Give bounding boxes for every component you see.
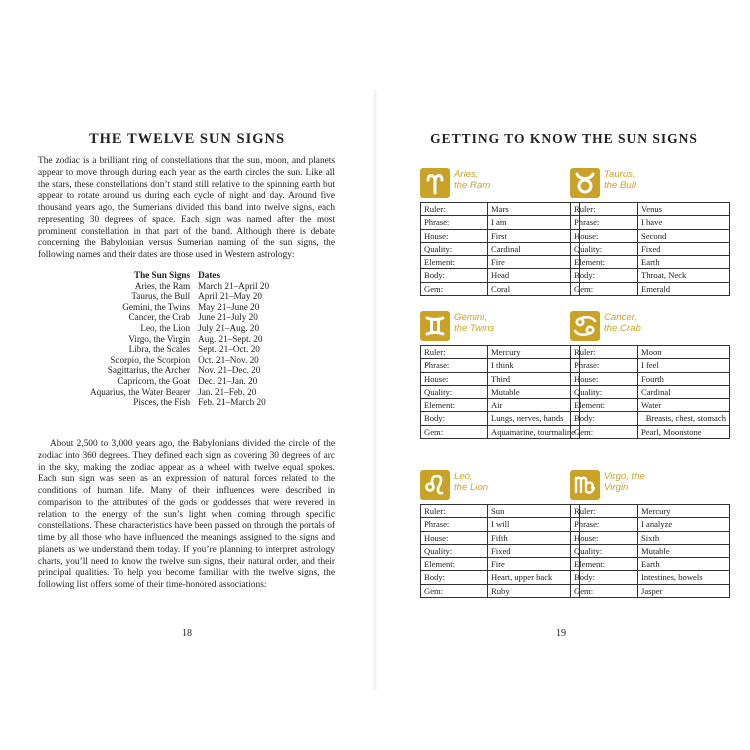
sign-name: Taurus, the Bull <box>131 291 191 302</box>
table-row: Quality: Cardinal <box>421 242 580 255</box>
table-row <box>88 312 271 323</box>
table-row: Body: Intestines, bowels <box>571 571 730 584</box>
table-row: House: Sixth <box>571 531 730 544</box>
sign-name: Gemini, the Twins <box>122 301 191 312</box>
table-row: Body: Breasts, chest, stomach <box>571 412 730 425</box>
table-row: Ruler: Moon <box>571 346 730 359</box>
sign-info-table <box>570 504 730 598</box>
cancer-glyph-icon <box>570 311 600 341</box>
table-row: Gem: Emerald <box>571 282 730 295</box>
table-row: Body: Lungs, nerves, hands <box>421 412 580 425</box>
sign-card-title: Gemini, the Twins <box>454 312 495 334</box>
table-row: Phrase: I will <box>421 518 580 531</box>
sign-dates: June 21–July 20 <box>198 312 258 323</box>
sign-card-cancer <box>570 311 730 439</box>
page-title-right: GETTING TO KNOW THE SUN SIGNS <box>430 131 698 146</box>
table-row: Gem: Ruby <box>421 584 580 597</box>
sign-card-title: Virgo, the Virgin <box>604 471 645 493</box>
table-row <box>88 281 271 292</box>
table-row: Phrase: I analyze <box>571 518 730 531</box>
sign-name: Leo, the Lion <box>140 322 191 333</box>
sun-signs-dates-table <box>88 270 271 408</box>
table-row <box>88 365 271 376</box>
sign-info-table <box>420 504 580 598</box>
virgo-glyph-icon <box>570 470 600 500</box>
sign-name: Aquarius, the Water Bearer <box>90 386 191 397</box>
table-row: Body: Throat, Neck <box>571 269 730 282</box>
dates-header: Dates <box>198 270 221 280</box>
aries-glyph-icon <box>420 168 450 198</box>
taurus-glyph-icon <box>570 168 600 198</box>
sign-dates: July 21–Aug. 20 <box>198 322 260 333</box>
table-row <box>88 323 271 334</box>
table-row: Quality: Mutable <box>571 544 730 557</box>
sign-card-taurus <box>570 168 730 296</box>
table-row <box>88 387 271 398</box>
sign-dates: Nov. 21–Dec. 20 <box>198 365 261 376</box>
table-row <box>88 344 271 355</box>
sign-dates: March 21–April 20 <box>198 280 270 291</box>
sign-name: Cancer, the Crab <box>128 312 191 323</box>
table-row <box>88 291 271 302</box>
table-row: Phrase: I have <box>571 216 730 229</box>
table-row: Quality: Fixed <box>421 544 580 557</box>
table-row: Quality: Cardinal <box>571 385 730 398</box>
sign-dates: Jan. 21–Feb. 20 <box>198 386 257 397</box>
sign-dates: Aug. 21–Sept. 20 <box>198 333 263 344</box>
table-row <box>88 355 271 366</box>
gemini-glyph-icon <box>420 311 450 341</box>
sign-dates: April 21–May 20 <box>198 291 262 302</box>
table-row: Quality: Fixed <box>571 242 730 255</box>
sign-info-table <box>420 202 580 296</box>
sign-card-aries <box>420 168 580 296</box>
sign-card-title: Taurus, the Bull <box>604 169 636 191</box>
sign-info-table <box>420 345 580 439</box>
sign-dates: Sept. 21–Oct. 20 <box>198 344 260 355</box>
table-row: Element: Fire <box>421 256 580 269</box>
table-row: Ruler: Mars <box>421 203 580 216</box>
table-row: Ruler: Mercury <box>421 346 580 359</box>
table-row <box>88 302 271 313</box>
table-row: Gem: Jasper <box>571 584 730 597</box>
sign-info-table <box>570 202 730 296</box>
sign-dates: Dec. 21–Jan. 20 <box>198 375 258 386</box>
sign-info-table <box>570 345 730 439</box>
leo-glyph-icon <box>420 470 450 500</box>
sign-name: Virgo, the Virgin <box>128 333 191 344</box>
table-row: Phrase: I am <box>421 216 580 229</box>
sign-card-virgo <box>570 470 730 598</box>
table-row <box>88 376 271 387</box>
right-page <box>375 0 750 750</box>
table-header-row <box>88 270 271 281</box>
sign-name: Sagittarius, the Archer <box>107 365 191 376</box>
page-title-left: THE TWELVE SUN SIGNS <box>88 131 286 147</box>
table-row: Phrase: I think <box>421 359 580 372</box>
table-row: Element: Air <box>421 399 580 412</box>
table-row: House: Fourth <box>571 372 730 385</box>
sign-card-title: Leo, the Lion <box>454 471 489 493</box>
table-row: Body: Head <box>421 269 580 282</box>
table-row: House: Third <box>421 372 580 385</box>
table-row: House: First <box>421 229 580 242</box>
table-row: Ruler: Mercury <box>571 505 730 518</box>
table-row: Element: Earth <box>571 256 730 269</box>
table-row <box>88 397 271 408</box>
table-row: Gem: Coral <box>421 282 580 295</box>
table-row: House: Fifth <box>421 531 580 544</box>
sign-dates: Oct. 21–Nov. 20 <box>198 354 259 365</box>
sign-card-gemini <box>420 311 580 439</box>
page-number-left: 18 <box>182 628 192 639</box>
table-row: Ruler: Venus <box>571 203 730 216</box>
intro-paragraph: The zodiac is a brilliant ring of constellations that the sun, moon, and planets appear to move through during each year as the earth circles the sun. Like all the stars, these constellations don’t stand still relative to the spinning earth but appear to rotate around us during each cycle of night and day. Around five thousand years ago, the Sumerians divided this band into twelve signs, each representing 30 degrees of space. Each sign was named after the most prominent constellation in that part of the band. Although there is debate concerning the Babylonian versus Sumerian naming of the sun signs, the following names and their dates are those used in Western astrology: <box>38 156 335 260</box>
page-number-right: 19 <box>556 628 566 639</box>
table-row: Ruler: Sun <box>421 505 580 518</box>
sign-name: Libra, the Scales <box>128 344 191 355</box>
table-row: Element: Fire <box>421 558 580 571</box>
sign-card-title: Cancer, the Crab <box>604 312 641 334</box>
sign-name: Aries, the Ram <box>134 280 191 291</box>
sign-name: Scorpio, the Scorpion <box>110 354 191 365</box>
table-row: Gem: Aquamarine, tourmaline <box>421 425 580 438</box>
table-row: Element: Water <box>571 399 730 412</box>
table-row: Body: Heart, upper back <box>421 571 580 584</box>
table-row: Element: Earth <box>571 558 730 571</box>
sign-dates: Feb. 21–March 20 <box>198 397 266 408</box>
sign-card-leo <box>420 470 580 598</box>
table-row: Phrase: I feel <box>571 359 730 372</box>
sign-name: Capricorn, the Goat <box>117 375 191 386</box>
table-row: Gem: Pearl, Moonstone <box>571 425 730 438</box>
table-row: Quality: Mutable <box>421 385 580 398</box>
sign-card-title: Aries, the Ram <box>454 169 491 191</box>
sun-signs-header: The Sun Signs <box>133 270 191 280</box>
table-row: House: Second <box>571 229 730 242</box>
sign-dates: May 21–June 20 <box>198 301 260 312</box>
table-row <box>88 334 271 345</box>
babylonian-paragraph: About 2,500 to 3,000 years ago, the Babylonians divided the circle of the zodiac into 360 degrees. They defined each sign as covering 30 degrees of arc in the sky, making the zodiac appear as a wheel with twelve equal spokes. Each sun sign was seen as an expression of natural forces related to the conditions of human life. Many of their influences were described in comparison to the attributes of the gods or goddesses that were revered in relation to the energy of the sun’s light when coming through specific constellations. These characteristics have been passed on through the portals of time by all those who have influenced the meanings assigned to the signs and planets as we understand them today. If you’re planning to interpret astrology charts, you’ll need to know the twelve sun signs, their natural order, and their principal qualities. To help you become familiar with the twelve signs, the following list offers some of their time-honored associations: <box>38 439 335 590</box>
sign-name: Pisces, the Fish <box>133 397 191 408</box>
